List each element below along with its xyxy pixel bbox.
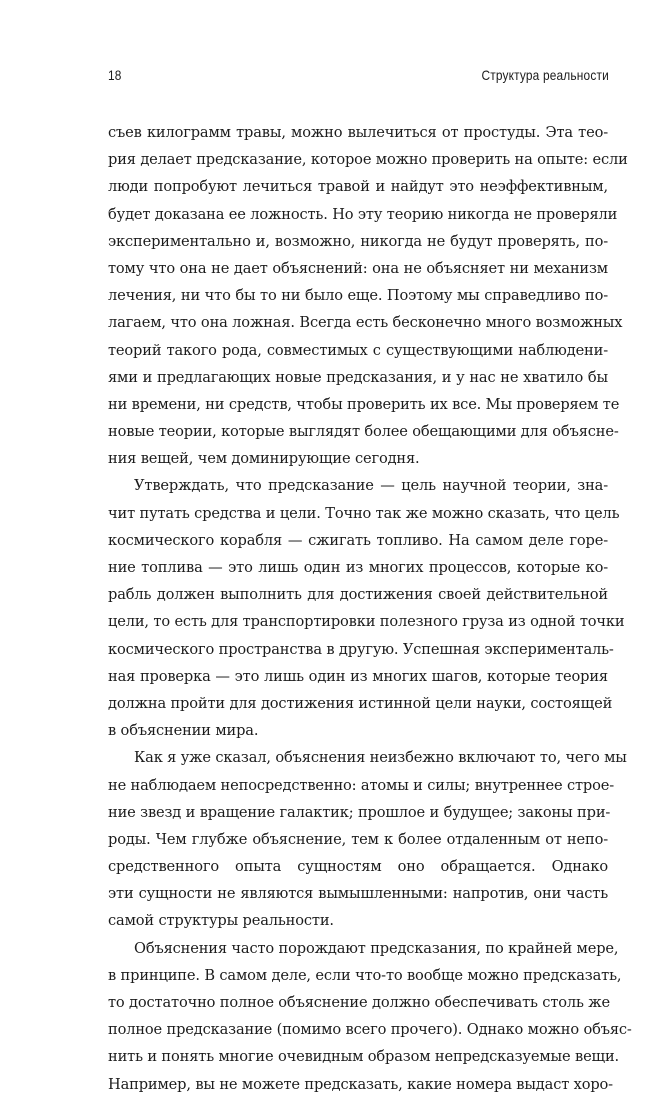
paragraph [108, 472, 625, 744]
text-line: тому что она не дает объяснений: она не объясняет ни механизм [108, 259, 608, 277]
running-title: Структура реальности [481, 67, 609, 83]
paragraph [108, 119, 628, 472]
paragraph [108, 744, 627, 934]
text-line: Как я уже сказал, объяснения неизбежно включают то, чего мы [134, 749, 627, 767]
text-line: полное предсказание (помимо всего прочего). Однако можно объяс- [108, 1021, 632, 1039]
text-line: будет доказана ее ложность. Но эту теорию никогда не проверяли [108, 205, 618, 223]
text-line: экспериментально и, возможно, никогда не будут проверять, по- [108, 232, 608, 250]
text-line: космического пространства в другую. Успешная эксперименталь- [108, 640, 614, 658]
text-line: ние топлива — это лишь один из многих процессов, которые ко- [108, 559, 608, 576]
text-line: теорий такого рода, совместимых с существующими наблюдени- [108, 341, 608, 359]
text-line: в объяснении мира. [108, 722, 259, 740]
text-line: лечения, ни что бы то ни было еще. Поэтому мы справедливо по- [108, 287, 608, 305]
text-line: цели, то есть для транспортировки полезного груза из одной точки [108, 613, 625, 631]
text-line: ния вещей, чем доминирующие сегодня. [108, 450, 420, 468]
text-line: эти сущности не являются вымышленными: напротив, они часть [108, 885, 608, 903]
paragraph [108, 935, 632, 1098]
text-line: ями и предлагающих новые предсказания, и у нас не хватило бы [108, 368, 608, 386]
text-line: лагаем, что она ложная. Всегда есть бесконечно много возможных [108, 314, 623, 332]
text-line: космического корабля — сжигать топливо. На самом деле горе- [108, 531, 608, 549]
text-line: Объяснения часто порождают предсказания, по крайней мере, [134, 939, 619, 957]
text-line: средственного опыта сущностям оно обращается. Однако [108, 858, 608, 876]
text-line: то достаточно полное объяснение должно обеспечивать столь же [108, 994, 611, 1011]
text-line: ни времени, ни средств, чтобы проверить их все. Мы проверяем те [108, 395, 620, 413]
text-line: новые теории, которые выглядят более обещающими для объясне- [108, 423, 619, 441]
text-line: люди попробуют лечиться травой и найдут это неэффективным, [108, 178, 608, 196]
text-line: должна пройти для достижения истинной цели науки, состоящей [108, 694, 613, 712]
page-number: 18 [108, 67, 122, 83]
text-line: самой структуры реальности. [108, 912, 334, 930]
text-line: Утверждать, что предсказание — цель научной теории, зна- [134, 477, 608, 495]
running-header [108, 67, 609, 89]
text-line: ная проверка — это лишь один из многих шагов, которые теория [108, 667, 608, 685]
text-line: в принципе. В самом деле, если что-то вообще можно предсказать, [108, 966, 622, 984]
text-line: рабль должен выполнить для достижения своей действительной [108, 586, 608, 604]
text-line: съев килограмм травы, можно вылечиться от простуды. Эта тео- [108, 124, 608, 141]
text-line: Например, вы не можете предсказать, какие номера выдаст хоро- [108, 1075, 613, 1093]
body-text [108, 119, 632, 1098]
text-line: ние звезд и вращение галактик; прошлое и будущее; законы при- [108, 803, 611, 821]
text-line: рия делает предсказание, которое можно проверить на опыте: если [108, 151, 628, 169]
text-line: нить и понять многие очевидным образом непредсказуемые вещи. [108, 1048, 620, 1066]
text-line: не наблюдаем непосредственно: атомы и силы; внутреннее строе- [108, 776, 615, 794]
text-line: чит путать средства и цели. Точно так же можно сказать, что цель [108, 504, 620, 522]
text-line: роды. Чем глубже объяснение, тем к более отдаленным от непо- [108, 830, 608, 848]
